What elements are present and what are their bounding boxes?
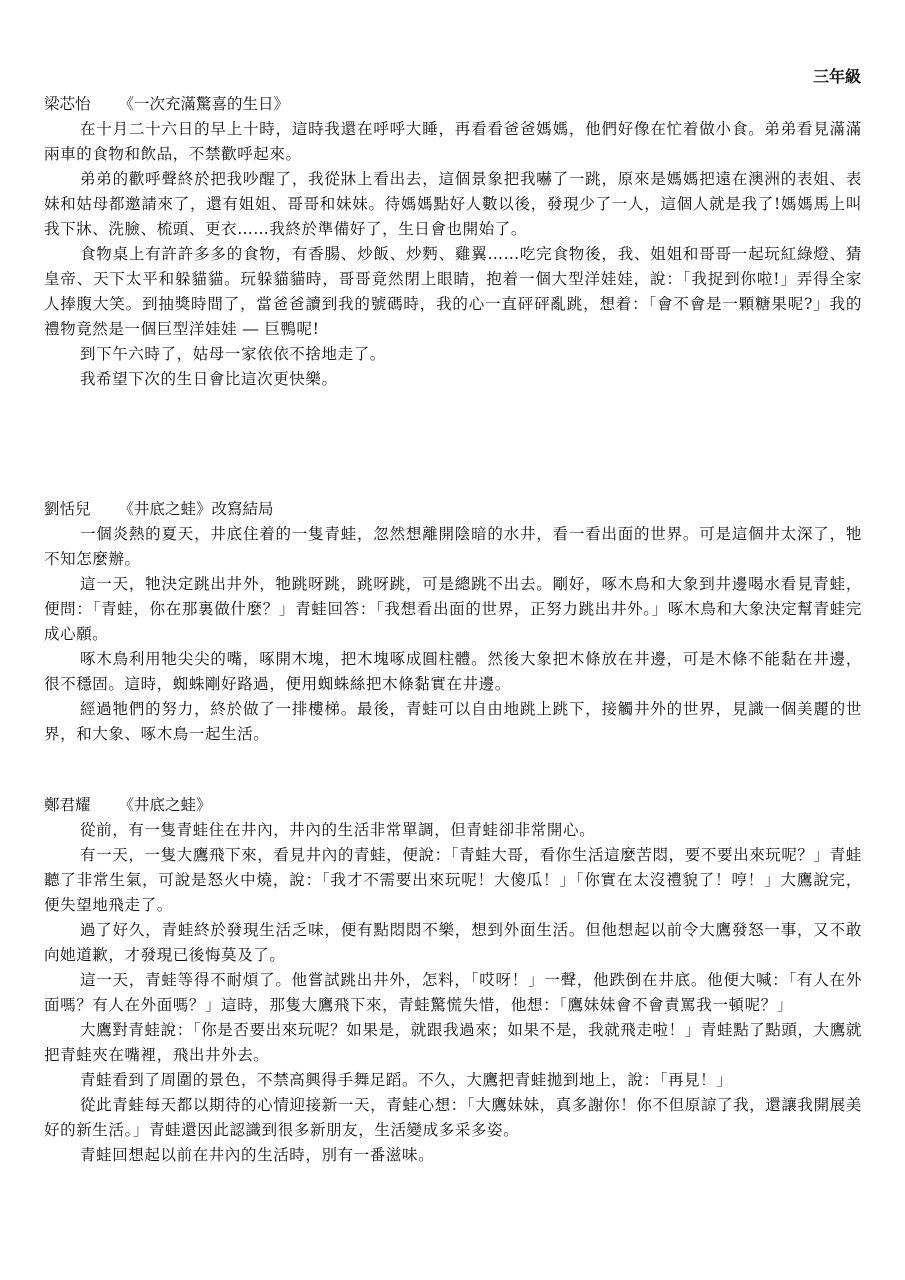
essay-frog-in-well (44, 793, 862, 1168)
essay-paragraph: 我希望下次的生日會比這次更快樂。 (80, 370, 338, 388)
essay-paragraph: 這一天，牠決定跳出井外，牠跳呀跳，跳呀跳，可是總跳不出去。剛好，啄木鳥和大象到井邊喝水看見青蛙，便問：「青蛙，你在那裏做什麼？」青蛙回答：「我想看出面的世界，正努力跳出井外。」啄木鳥和大象決定幫青蛙完成心願。 (44, 575, 862, 643)
grade-label: 三年級 (812, 67, 861, 86)
essay-paragraph: 食物桌上有許許多多的食物，有香腸、炒飯、炒麪、雞翼……吃完食物後，我、姐姐和哥哥一起玩紅綠燈、猜皇帝、天下太平和躲貓貓。玩躲貓貓時，哥哥竟然閉上眼睛，抱着一個大型洋娃娃，說：「我捉到你啦!」弄得全家人捧腹大笑。到抽獎時間了，當爸爸讀到我的號碼時，我的心一直砰砰亂跳，想着：「會不會是一顆糖果呢?」我的禮物竟然是一個巨型洋娃娃 ― 巨鴨呢! (44, 245, 862, 338)
essay-paragraph: 過了好久，青蛙終於發現生活乏味，便有點悶悶不樂，想到外面生活。但他想起以前令大鷹發怒一事，又不敢向她道歉，才發現已後悔莫及了。 (44, 921, 862, 964)
essay-heading (44, 497, 862, 522)
essay-title: 《井底之蛙》改寫結局 (118, 500, 274, 518)
essay-paragraph: 有一天，一隻大鷹飛下來，看見井內的青蛙，便說：「青蛙大哥，看你生活這麼苦悶，要不要出來玩呢？」青蛙聽了非常生氣，可說是怒火中燒，說：「我才不需要出來玩呢！大傻瓜！」「你實在太沒禮貌了！哼！」大鷹說完，便失望地飛走了。 (44, 846, 862, 914)
essay-heading (44, 793, 862, 818)
essay-paragraph: 經過牠們的努力，終於做了一排樓梯。最後，青蛙可以自由地跳上跳下，接觸井外的世界，見識一個美麗的世界，和大象、啄木鳥一起生活。 (44, 700, 862, 743)
essay-paragraph: 青蛙看到了周圍的景色，不禁高興得手舞足蹈。不久，大鷹把青蛙拋到地上，說：「再見！」 (80, 1071, 733, 1089)
essay-paragraph: 青蛙回想起以前在井內的生活時，別有一番滋味。 (80, 1146, 435, 1164)
essay-heading (44, 92, 862, 117)
essay-paragraph: 從此青蛙每天都以期待的心情迎接新一天，青蛙心想：「大鷹妹妹，真多謝你！你不但原諒了我，還讓我開展美好的新生活。」青蛙還因此認識到很多新朋友，生活變成多采多姿。 (44, 1096, 862, 1139)
essay-paragraph: 從前，有一隻青蛙住在井內，井內的生活非常單調，但青蛙卻非常開心。 (80, 821, 596, 839)
essay-birthday (44, 92, 862, 392)
essay-author: 劉恬兒 (44, 500, 91, 518)
essay-paragraph: 大鷹對青蛙說：「你是否要出來玩呢？如果是，就跟我過來；如果不是，我就飛走啦！」青蛙點了點頭，大鷹就把青蛙夾在嘴裡，飛出井外去。 (44, 1021, 862, 1064)
essay-author: 鄭君耀 (44, 796, 91, 814)
essay-paragraph: 一個炎熱的夏天，井底住着的一隻青蛙，忽然想離開陰暗的水井，看一看出面的世界。可是這個井太深了，牠不知怎麼辦。 (44, 525, 862, 568)
essay-paragraph: 啄木鳥利用牠尖尖的嘴，啄開木塊，把木塊啄成圓柱體。然後大象把木條放在井邊，可是木條不能黏在井邊，很不穩固。這時，蜘蛛剛好路過，便用蜘蛛絲把木條黏實在井邊。 (44, 650, 862, 693)
essay-paragraph: 這一天，青蛙等得不耐煩了。他嘗試跳出井外，怎料，「哎呀！」一聲，他跌倒在井底。他便大喊：「有人在外面嗎？有人在外面嗎？」這時，那隻大鷹飛下來，青蛙驚慌失惜，他想：「鷹妹妹會不會責罵我一頓呢？」 (44, 971, 862, 1014)
essay-frog-rewrite (44, 497, 862, 747)
essay-paragraph: 到下午六時了，姑母一家依依不捨地走了。 (80, 345, 386, 363)
essay-title: 《井底之蛙》 (118, 796, 212, 814)
essay-author: 梁芯怡 (44, 95, 91, 113)
essay-paragraph: 在十月二十六日的早上十時，這時我還在呼呼大睡，再看看爸爸媽媽，他們好像在忙着做小食。弟弟看見滿滿兩車的食物和飲品，不禁歡呼起來。 (44, 120, 862, 163)
essay-paragraph: 弟弟的歡呼聲終於把我吵醒了，我從牀上看出去，這個景象把我嚇了一跳，原來是媽媽把遠在澳洲的表姐、表妹和姑母都邀請來了，還有姐姐、哥哥和妹妹。待媽媽點好人數以後，發現少了一人，這個人就是我了!媽媽馬上叫我下牀、洗臉、梳頭、更衣……我終於準備好了，生日會也開始了。 (44, 170, 862, 238)
essay-title: 《一次充滿驚喜的生日》 (118, 95, 290, 113)
